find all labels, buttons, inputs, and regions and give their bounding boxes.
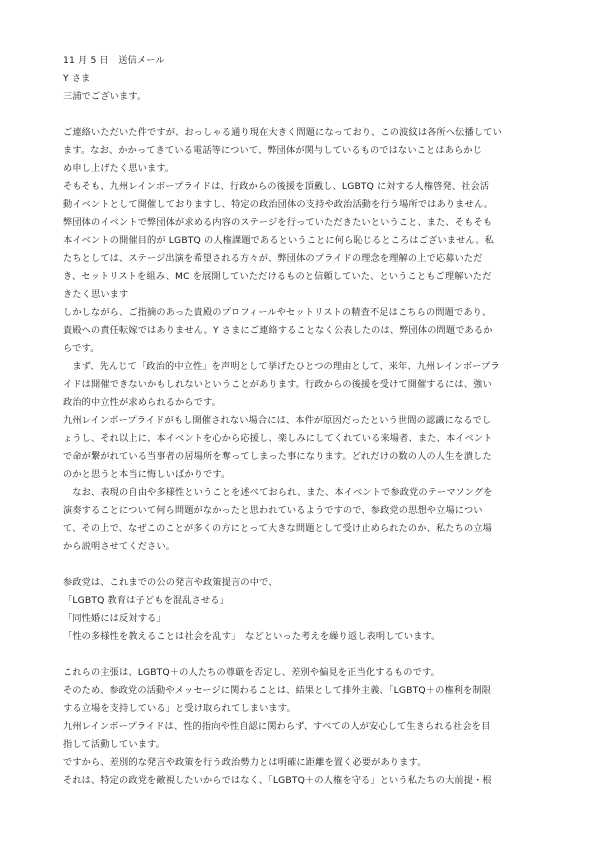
text-line: 貴殿への責任転嫁ではありません。Y さまにご連絡することなく公表したのは、弊団体の問題であるか [63, 325, 493, 336]
text-line: のかと思うと本当に悔しいばかりです。 [63, 469, 231, 480]
text-line: ょうし、それ以上に、本イベントを心から応援し、楽しみにしてくれている来場者、また、本イベント [63, 433, 493, 444]
text-line: そもそも、九州レインボープライドは、行政からの後援を頂戴し、LGBTQ に対する人権啓発、社会活 [63, 181, 490, 192]
text-line: なお、表現の自由や多様性ということを述べておられ、また、本イベントで参政党のテーマソングを [63, 487, 493, 498]
paragraph-block [63, 664, 541, 790]
text-line: 「性の多様性を教えることは社会を乱す」 などといった考えを繰り返し表明しています。 [63, 631, 441, 642]
email-document [63, 52, 541, 790]
paragraph-gap [63, 556, 541, 574]
paragraph-block [63, 574, 541, 646]
text-line: する立場を支持している」と受け取られてしまいます。 [63, 703, 296, 714]
text-line: 九州レインボープライドは、性的指向や性自認に関わらず、すべての人が安心して生きられる社会を目 [63, 721, 491, 732]
text-line: らです。 [63, 343, 100, 354]
date-line: 11 月 5 日 送信メール [63, 55, 165, 66]
text-line: そのため、参政党の活動やメッセージに関わることは、結果として排外主義、「LGBTQ＋の権利を制限 [63, 685, 492, 696]
text-line: ご連絡いただいた件ですが、おっしゃる通り現在大きく問題になっており、この波紋は各所へ伝播してい [63, 127, 502, 138]
paragraph-block [63, 124, 541, 556]
text-line: から説明させてください。 [63, 541, 176, 552]
text-line: め申し上げたく思います。 [63, 163, 175, 174]
recipient-line: Y さま [63, 73, 91, 84]
text-line: て、その上で、なぜこのことが多くの方にとって大きな問題として受け止められたのか、私たちの立場 [63, 523, 492, 534]
paragraph-gap [63, 646, 541, 664]
text-line: 政治的中立性が求められるからです。 [63, 397, 221, 408]
text-line: 弊団体のイベントで弊団体が求める内容のステージを行っていただきたいということ、また、そもそも [63, 217, 493, 228]
text-line: 「同性婚には反対する」 [63, 613, 166, 624]
text-line: これらの主張は、LGBTQ＋の人たちの尊厳を否定し、差別や偏見を正当化するものです。 [63, 667, 440, 678]
sender-greeting: 三浦でございます。 [63, 91, 147, 102]
text-line: 参政党は、これまでの公の発言や政策提言の中で、 [63, 577, 278, 588]
text-line: 指して活動しています。 [63, 739, 165, 750]
text-line: しかしながら、ご指摘のあった貴殿のプロフィールやセットリストの精査不足はこちらの問題であり、 [63, 307, 492, 318]
text-line: き、セットリストを組み、MC を展開していただけるものと信頼していた、ということもご理解いただ [63, 271, 492, 282]
text-line: ます。なお、かかってきている電話等について、弊団体が関与しているものではないことはあらかじ [63, 145, 483, 156]
text-line: イドは開催できないかもしれないということがあります。行政からの後援を受けて開催するには、強い [63, 379, 492, 390]
text-line: まず、先んじて「政治的中立性」を声明として挙げたひとつの理由として、来年、九州レインボープラ [63, 361, 500, 372]
text-line: 「LGBTQ 教育は子どもを混乱させる」 [63, 595, 229, 606]
text-line: たちとしては、ステージ出演を希望される方々が、弊団体のプライドの理念を理解の上で応募いただ [63, 253, 483, 264]
text-line: 演奏することについて何ら問題がなかったと思われているようですので、参政党の思想や立場につい [63, 505, 483, 516]
text-line: きたく思います [63, 289, 129, 300]
email-header [63, 52, 541, 106]
text-line: 動イベントとして開催しておりますし、特定の政治団体の支持や政治活動を行う場所ではありません。 [63, 199, 494, 210]
email-body [63, 124, 541, 790]
text-line: 九州レインボープライドがもし開催されない場合には、本件が原因だったという世間の認識になるでし [63, 415, 492, 426]
text-line: ですから、差別的な発言や政策を行う政治勢力とは明確に距離を置く必要があります。 [63, 757, 427, 768]
text-line: 本イベントの開催目的が LGBTQ の人権課題であるということに何ら恥じるところはございません。私 [63, 235, 495, 246]
paragraph-gap [63, 106, 541, 124]
text-line: で命が繋がれている当事者の居場所を奪ってしまった事になります。どれだけの数の人の人生を潰した [63, 451, 492, 462]
text-line: それは、特定の政党を敵視したいからではなく、「LGBTQ＋の人権を守る」という私たちの大前提・根 [63, 775, 492, 786]
